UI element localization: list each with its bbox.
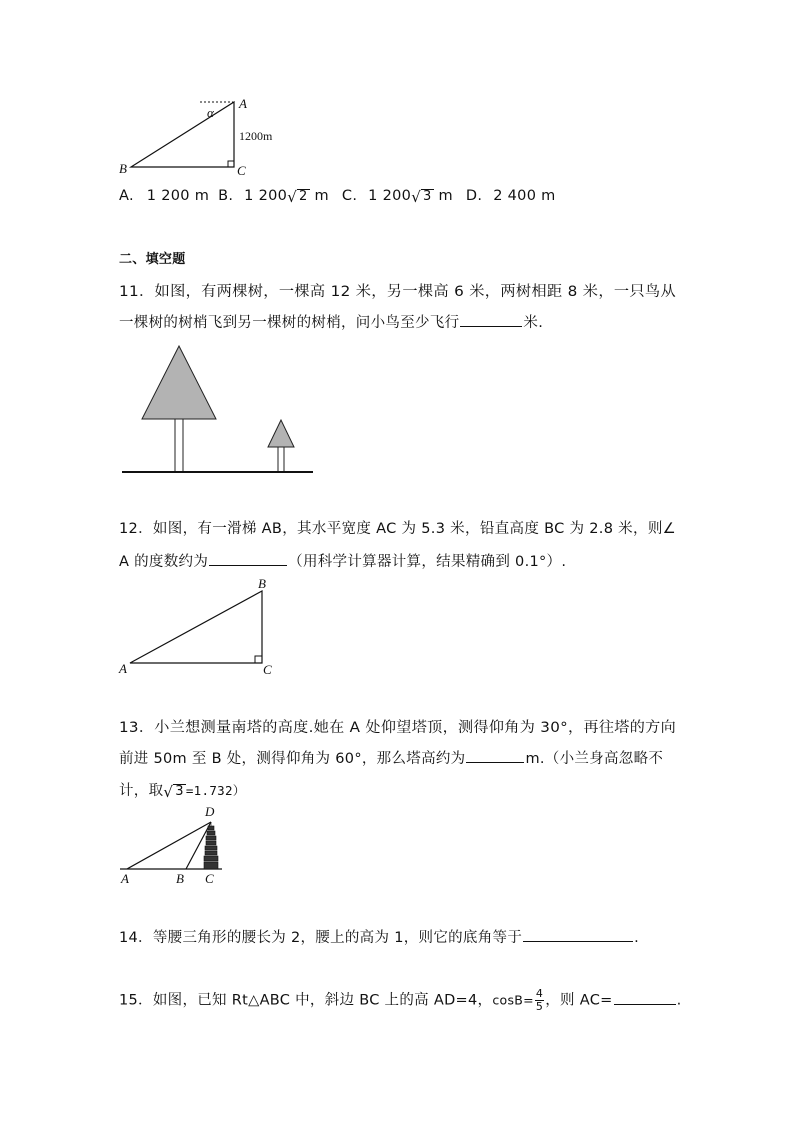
option-a-value: 1 200 m <box>146 188 210 204</box>
q12-line-2 <box>119 550 566 571</box>
label-a: A <box>119 661 127 676</box>
q14-tail: . <box>634 930 640 946</box>
option-a-prefix: A. <box>119 188 134 204</box>
option-b-unit: m <box>314 188 329 204</box>
pagoda-icon <box>204 822 218 869</box>
sqrt-symbol: √ 3 <box>411 188 432 206</box>
label-a: A <box>239 96 247 111</box>
q13-line-3 <box>119 779 246 800</box>
q13-line-1 <box>119 716 676 737</box>
label-alpha: α <box>207 105 214 120</box>
section-title: 二、填空题 <box>119 252 186 267</box>
option-c-value: 1 200 <box>368 188 412 204</box>
q13-pagoda-figure <box>115 802 235 888</box>
q10-triangle-figure <box>115 95 285 180</box>
q14-line <box>119 926 639 947</box>
answer-blank[interactable] <box>523 927 633 942</box>
option-b-prefix: B. <box>218 188 234 204</box>
option-d-prefix: D. <box>465 188 483 204</box>
label-b: B <box>176 871 184 886</box>
label-a: A <box>121 871 129 886</box>
q11-line-2-tail: 米. <box>523 315 544 331</box>
q13-line-2-tail: m.（小兰身高忽略不 <box>525 751 664 767</box>
answer-blank[interactable] <box>466 748 524 763</box>
q12-line-1 <box>119 517 675 538</box>
q10-options <box>119 188 556 204</box>
q13-line-2 <box>119 747 663 768</box>
q13-line-2-text: 前进 50m 至 B 处，测得仰角为 60°，那么塔高约为 <box>119 751 466 767</box>
fraction: $\frac{4}{5}$ <box>535 987 544 1013</box>
label-b: B <box>258 576 266 591</box>
sqrt-symbol: √ 2 <box>287 188 308 206</box>
label-c: C <box>205 871 214 886</box>
label-c: C <box>237 163 246 178</box>
q12-line-2-text: A 的度数约为 <box>119 554 209 570</box>
q11-line-1-text: 11．如图，有两棵树，一棵高 12 米，另一棵高 6 米，两树相距 8 米，一只鸟从 <box>119 284 676 300</box>
q11-line-2-text: 一棵树的树梢飞到另一棵树的树梢，问小鸟至少飞行 <box>119 315 460 331</box>
q13-line-3-text: 计，取 <box>119 783 164 799</box>
option-d-value: 2 400 m <box>493 188 556 204</box>
label-b: B <box>119 161 127 176</box>
label-c: C <box>263 662 272 677</box>
q13-line-1-text: 13．小兰想测量南塔的高度.她在 A 处仰望塔顶，测得仰角为 30°，再往塔的方向 <box>119 720 676 736</box>
label-height: 1200m <box>239 129 273 143</box>
answer-blank[interactable] <box>460 312 522 327</box>
label-d: D <box>205 804 215 819</box>
q11-line-1 <box>119 280 676 301</box>
option-b-value: 1 200 <box>244 188 288 204</box>
q15-text: 15．如图，已知 Rt△ABC 中，斜边 BC 上的高 AD=4， <box>119 992 493 1009</box>
q12-slide-figure <box>115 575 285 680</box>
q14-text: 14．等腰三角形的腰长为 2，腰上的高为 1，则它的底角等于 <box>119 930 523 946</box>
q12-line-1-text: 12．如图，有一滑梯 AB，其水平宽度 AC 为 5.3 米，铅直高度 BC 为 2.8 米，则∠ <box>119 521 676 537</box>
option-c-prefix: C. <box>341 188 358 204</box>
q15-mid: ，则 AC= <box>545 992 613 1009</box>
cos-label: cosB= <box>492 992 534 1008</box>
q11-trees-figure <box>118 340 318 480</box>
q13-line-3-tail: =1.732） <box>185 783 246 798</box>
answer-blank[interactable] <box>209 551 287 566</box>
q11-line-2 <box>119 311 543 332</box>
q15-tail: . <box>676 992 682 1009</box>
answer-blank[interactable] <box>614 990 676 1005</box>
q15-line <box>119 988 682 1013</box>
sqrt-symbol: √ 3 <box>163 783 184 801</box>
q12-line-2-tail: （用科学计算器计算，结果精确到 0.1°）. <box>288 554 567 570</box>
option-c-unit: m <box>438 188 453 204</box>
